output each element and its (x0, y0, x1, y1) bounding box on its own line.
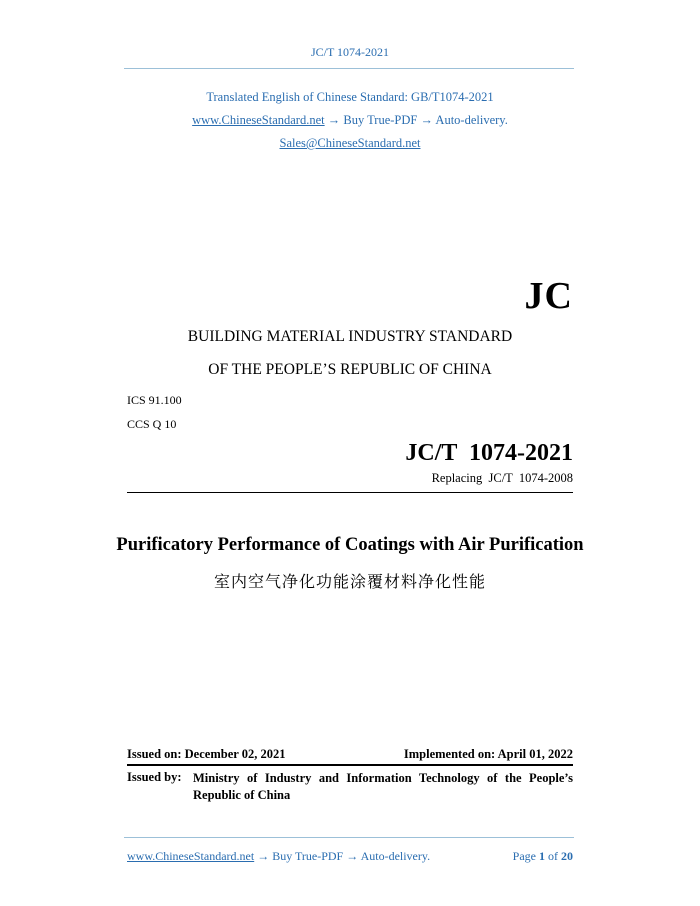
page-current: 1 (539, 849, 545, 863)
issued-by-label: Issued by: (127, 770, 182, 784)
ccs-code: CCS Q 10 (127, 417, 177, 431)
standard-category-line1: BUILDING MATERIAL INDUSTRY STANDARD (187, 328, 513, 345)
email-line (0, 136, 700, 151)
number-divider (127, 492, 573, 493)
page-of: of (548, 849, 558, 863)
title-chinese: 室内空气净化功能涂覆材料净化性能 (213, 572, 486, 591)
translation-notice: Translated English of Chinese Standard: GB/T1074-2021 (206, 90, 494, 104)
purchase-line (0, 113, 700, 128)
ics-code: ICS 91.100 (127, 393, 182, 407)
page-indicator (513, 849, 573, 864)
issued-on-date: Issued on: December 02, 2021 (127, 747, 286, 761)
email-link[interactable]: Sales@ChineseStandard.net (279, 136, 421, 150)
standard-logo: JC (524, 275, 573, 317)
standard-category-line2: OF THE PEOPLE’S REPUBLIC OF CHINA (208, 361, 492, 378)
issuer-name: Ministry of Industry and Information Technology of the People’s Republic of China (193, 771, 573, 802)
header-divider (124, 68, 574, 69)
page-total: 20 (561, 849, 573, 863)
footer-purchase-text: → Buy True-PDF → Auto-delivery. (254, 849, 431, 863)
implemented-on-date: Implemented on: April 01, 2022 (403, 747, 573, 761)
dates-divider (127, 764, 573, 766)
running-header: JC/T 1074-2021 (310, 45, 390, 59)
footer-divider (124, 837, 574, 838)
footer-site-link[interactable]: www.ChineseStandard.net (127, 849, 255, 863)
site-link[interactable]: www.ChineseStandard.net (192, 113, 325, 127)
page-label: Page (512, 849, 536, 863)
replacing-note: Replacing JC/T 1074-2008 (431, 471, 573, 485)
purchase-text: → Buy True-PDF → Auto-delivery. (324, 113, 508, 127)
standard-number: JC/T 1074-2021 (405, 440, 573, 466)
footer-purchase-line (127, 849, 430, 864)
title-english: Purificatory Performance of Coatings with Air Purification (116, 535, 584, 555)
